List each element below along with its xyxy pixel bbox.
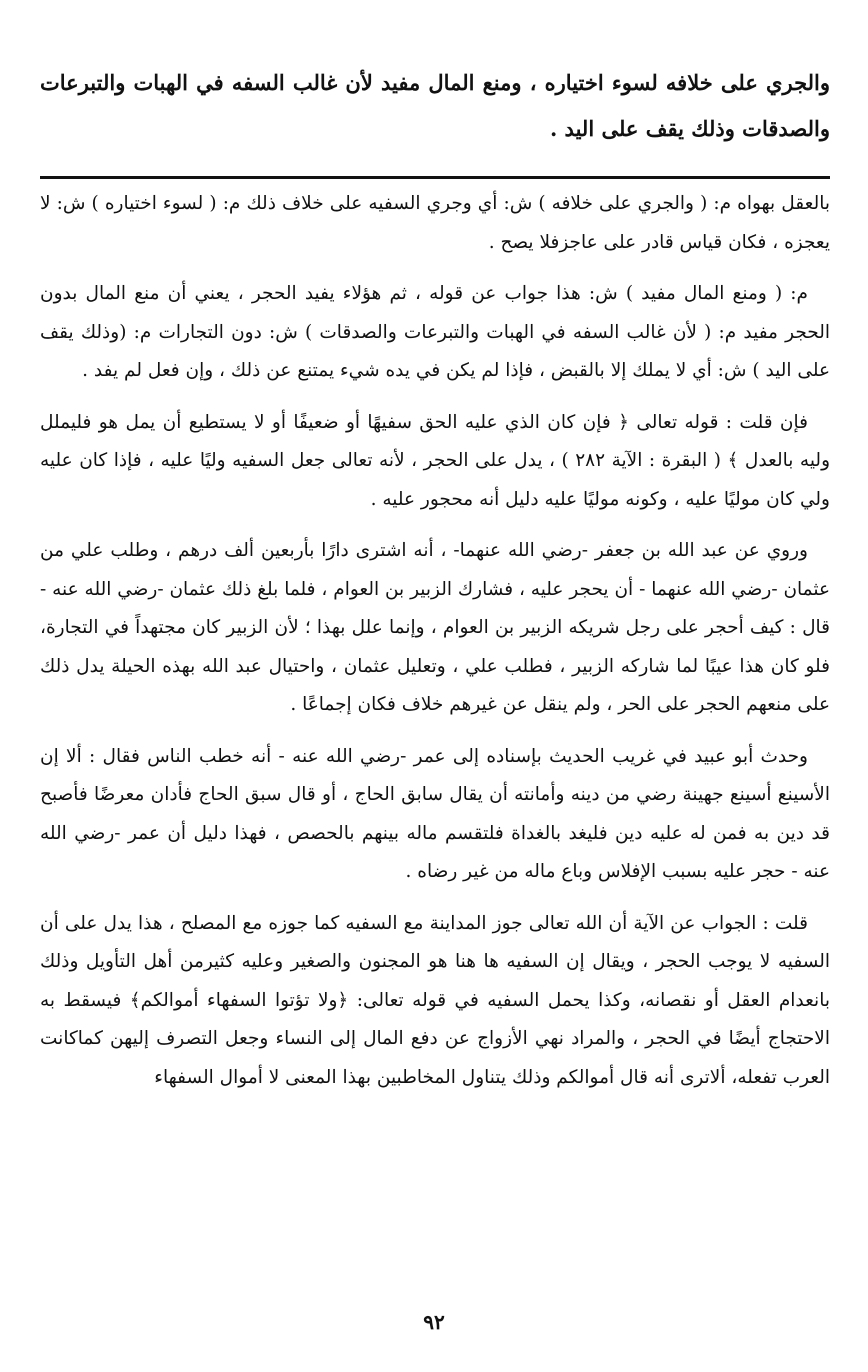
page-number: ٩٢: [423, 1310, 445, 1334]
commentary-paragraph: بالعقل بهواه م: ( والجري على خلافه ) ش: أي وجري السفيه على خلاف ذلك م: ( لسوء اختياره ) ش: لا يعجزه ، فكان قياس قادر على عاجزفلا يصح .: [40, 193, 830, 253]
commentary: [40, 185, 830, 1097]
main-text: والجري على خلافه لسوء اختياره ، ومنع المال مفيد لأن غالب السفه في الهبات والتبرعات والصدقات وذلك يقف على اليد .: [40, 70, 830, 141]
commentary-paragraph: وروي عن عبد الله بن جعفر -رضي الله عنهما- ، أنه اشترى دارًا بأربعين ألف درهم ، وطلب علي من عثمان -رضي الله عنهما - أن يحجر عليه ، فشارك الزبير بن العوام ، فلما بلغ ذلك عثمان -رضي الله عنه - قال : كيف أحجر على رجل شريكه الزبير بن العوام ، وإنما علل بهذا ؛ لأن الزبير كان مجتهداً في التجارة، فلو كان هذا عيبًا لما شاركه الزبير ، فطلب علي ، وتعليل عثمان ، واحتيال عبد الله بهذه الحيلة يدل ذلك على منعهم الحجر على الحر ، ولم ينقل عن غيرهم خلاف فكان إجماعًا .: [40, 540, 830, 715]
commentary-paragraph: قلت : الجواب عن الآية أن الله تعالى جوز المداينة مع السفيه كما جوزه مع المصلح ، هذا يدل على أن السفيه لا يوجب الحجر ، ويقال إن السفيه ها هنا هو المجنون والصغير وعليه كثيرمن أهل التأويل وذلك بانعدام العقل أو نقصانه، وكذا يحمل السفيه في قوله تعالى: ﴿ولا تؤتوا السفهاء أموالكم﴾ فيسقط به الاحتجاج أيضًا في الحجر ، والمراد نهي الأزواج عن دفع المال إلى النساء وجعل التصرف إليهن كماكانت العرب تفعله، ألاترى أنه قال أموالكم وذلك يتناول المخاطبين بهذا المعنى لا أموال السفهاء: [40, 912, 830, 1088]
commentary-paragraph: فإن قلت : قوله تعالى ﴿ فإن كان الذي عليه الحق سفيهًا أو ضعيفًا أو لا يستطيع أن يمل هو فليملل وليه بالعدل ﴾ ( البقرة : الآية ٢٨٢ ) ، يدل على الحجر ، لأنه تعالى جعل السفيه وليًا عليه ، فإذا كان عليه ولي كان موليًا عليه ، وكونه موليًا عليه دليل أنه محجور عليه .: [40, 411, 831, 510]
page-body: [40, 60, 830, 1110]
commentary-paragraph: م: ( ومنع المال مفيد ) ش: هذا جواب عن قوله ، ثم هؤلاء يفيد الحجر ، يعني أن منع المال بدون الحجر مفيد م: ( لأن غالب السفه في الهبات والتبرعات والصدقات ) ش: دون التجارات م: (وذلك يقف على اليد ) ش: أي لا يملك إلا بالقبض ، فإذا لم يكن في يده شيء يمتنع عن ذلك ، وإن فعل لم يفد .: [40, 283, 830, 381]
separator-rule: [40, 176, 830, 179]
commentary-paragraph: وحدث أبو عبيد في غريب الحديث بإسناده إلى عمر -رضي الله عنه - أنه خطب الناس فقال : ألا إن الأسينع أسينع جهينة رضي من دينه وأمانته أن يقال سابق الحاج ، أو قال سبق الحاج فأدان معرضًا فأصبح قد دين به فمن له عليه دين فليغد بالغداة فلتقسم ماله بينهم بالحصص ، فهذا دليل أن عمر -رضي الله عنه - حجر عليه بسبب الإفلاس وباع ماله من غير رضاه .: [40, 745, 830, 882]
